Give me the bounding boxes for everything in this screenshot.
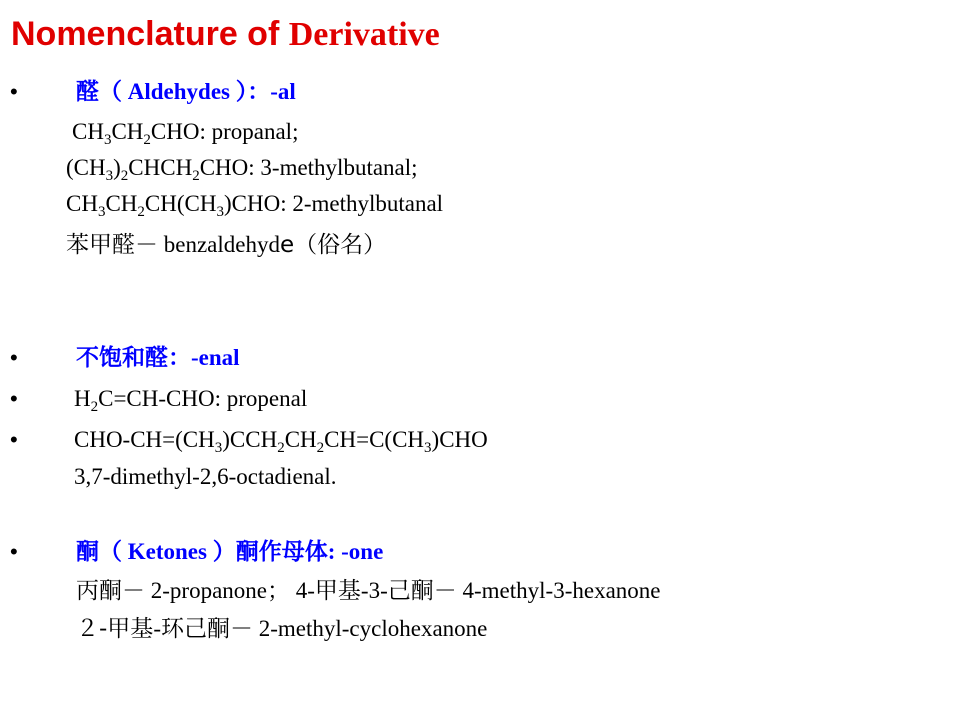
- subscript: 3: [424, 440, 432, 456]
- formula-text: CHO: 3-methylbutanal;: [199, 155, 418, 180]
- title-part-1: Nomenclature of: [11, 15, 289, 53]
- english-text: 2-methyl-cyclohexanone: [252, 616, 488, 641]
- formula-text: CHO-CH=(CH: [74, 427, 215, 452]
- subscript: 2: [316, 440, 325, 456]
- subscript: 3: [214, 440, 223, 456]
- cjk-text: 己酮－: [387, 578, 457, 604]
- formula-text: CHCH: [128, 155, 193, 180]
- english-text: e: [279, 232, 295, 258]
- enal-example-propenal: [74, 384, 307, 414]
- ketones-heading-cjk: 酮（: [76, 539, 122, 565]
- subscript: 3: [216, 204, 224, 220]
- enal-heading: [76, 343, 240, 373]
- english-text: 4-methyl-3-hexanone: [456, 578, 661, 603]
- bullet-aldehydes: •: [10, 79, 18, 104]
- subscript: 2: [137, 204, 145, 220]
- ketones-heading: [76, 537, 383, 567]
- formula-text: CH(CH: [144, 191, 217, 216]
- english-text: 2-propanone: [145, 578, 267, 603]
- title-part-2: Derivative: [288, 16, 440, 53]
- formula-text: H: [74, 386, 91, 411]
- subscript: 2: [277, 440, 285, 456]
- subscript: 2: [90, 399, 99, 415]
- english-text: 4-: [290, 578, 315, 603]
- enal-example-citral-name: 3,7-dimethyl-2,6-octadienal.: [74, 464, 337, 489]
- formula-text: (CH: [66, 155, 106, 180]
- bullet-citral: •: [10, 427, 18, 452]
- ketones-heading-cjk2: ）酮作母体: [212, 539, 328, 565]
- cjk-text: 苯甲醛－: [66, 232, 158, 258]
- aldehydes-heading-en: Aldehydes: [122, 79, 236, 104]
- ketones-heading-en: Ketones: [122, 539, 213, 564]
- ketone-example-cyclohexanone: [76, 614, 487, 644]
- english-text: -: [153, 616, 161, 641]
- subscript: 2: [192, 168, 200, 184]
- ketones-heading-suffix: : -one: [327, 539, 384, 564]
- english-text: -3-: [360, 578, 388, 603]
- bullet-ketones: •: [10, 539, 18, 564]
- enal-heading-cjk: 不饱和醛：: [76, 345, 191, 371]
- aldehyde-example-3-methylbutanal: [66, 153, 418, 183]
- formula-text: CH: [66, 191, 98, 216]
- bullet-propenal: •: [10, 386, 18, 411]
- aldehydes-heading: [76, 77, 296, 107]
- formula-text: CHO: propanal;: [150, 119, 299, 144]
- page-title: [11, 10, 440, 59]
- aldehydes-heading-suffix: -al: [270, 79, 296, 104]
- bullet-enal: •: [10, 345, 18, 370]
- ketone-example-propanone-hexanone: [76, 576, 660, 606]
- formula-text: )CHO: [431, 427, 488, 452]
- formula-text: CH: [105, 191, 138, 216]
- formula-text: CH: [284, 427, 317, 452]
- english-text: benzaldehyd: [158, 232, 280, 257]
- cjk-text: 环己酮－: [160, 616, 253, 642]
- aldehyde-example-2-methylbutanal: [66, 189, 443, 219]
- subscript: 3: [105, 168, 114, 184]
- formula-text: CH: [111, 119, 144, 144]
- subscript: 2: [143, 132, 151, 148]
- aldehyde-example-propanal: [72, 117, 298, 147]
- formula-text: CH: [72, 119, 104, 144]
- aldehyde-example-benzaldehyde: [66, 230, 386, 260]
- enal-heading-suffix: -enal: [191, 345, 240, 370]
- subscript: 2: [120, 168, 129, 184]
- cjk-text: ２-甲基: [76, 616, 154, 642]
- formula-text: C=CH-CHO: propenal: [98, 386, 308, 411]
- cjk-text: 丙酮－: [76, 578, 145, 604]
- formula-text: CH=C(CH: [324, 427, 425, 452]
- formula-text: )CHO: 2-methylbutanal: [223, 191, 444, 216]
- formula-text: )CCH: [222, 427, 278, 452]
- cjk-text: 甲基: [314, 578, 361, 604]
- formula-text: ): [113, 155, 121, 180]
- subscript: 3: [103, 132, 112, 148]
- subscript: 3: [97, 204, 106, 220]
- aldehydes-heading-cjk: 醛（: [76, 79, 122, 105]
- aldehydes-heading-cjk2: ）：: [235, 79, 271, 105]
- cjk-text: ；: [267, 578, 290, 604]
- cjk-text: （俗名）: [294, 232, 387, 258]
- enal-example-citral-formula: [74, 425, 488, 455]
